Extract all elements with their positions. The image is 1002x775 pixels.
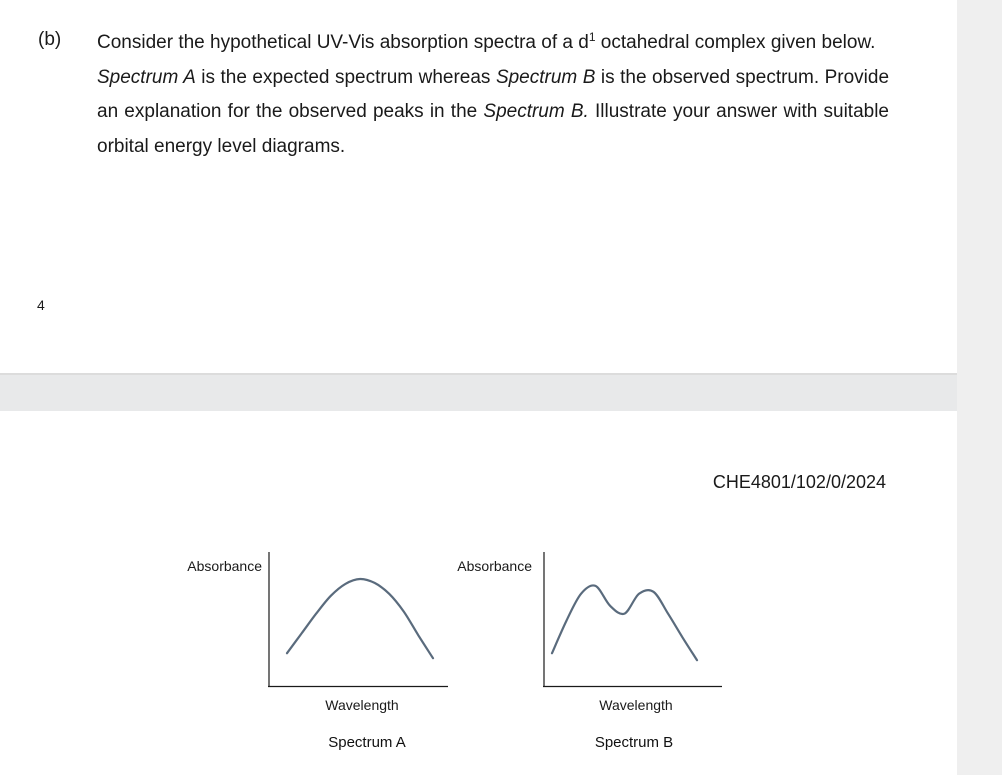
spectrum-b-curve: [552, 585, 697, 660]
spectra-figure: [0, 411, 957, 775]
page-number: 4: [37, 297, 45, 313]
spectrum-b-chart: [457, 552, 722, 751]
spectrum-a-caption: Spectrum A: [328, 734, 406, 751]
question-line-1: Consider the hypothetical UV-Vis absorption spectra of a $d^1$ octahedral complex given below.: [97, 30, 876, 53]
spectrum-a-xlabel: Wavelength: [325, 697, 399, 713]
question-paragraph-2: Spectrum A is the expected spectrum whereas Spectrum B is the observed spectrum. Provide an explanation for the observed peaks in the Spectrum B. Illustrate your answer with suitable orbital energy level diagrams.: [97, 66, 890, 157]
spectrum-b-xlabel: Wavelength: [599, 697, 673, 713]
question-label: (b): [38, 29, 62, 50]
spectrum-b-ylabel: Absorbance: [457, 558, 532, 574]
question-text: [97, 26, 889, 164]
page-1: [0, 0, 957, 373]
spectrum-b-caption: Spectrum B: [594, 734, 674, 751]
d-superscript: 1: [588, 30, 596, 44]
document-code: CHE4801/102/0/2024: [712, 472, 886, 492]
spectrum-a-curve: [287, 579, 433, 658]
scrollbar-track[interactable]: [957, 0, 1002, 775]
spectrum-a-chart: [187, 552, 448, 751]
spectrum-a-ylabel: Absorbance: [187, 558, 262, 574]
page-separator: [0, 373, 957, 411]
page-2: [0, 411, 957, 775]
